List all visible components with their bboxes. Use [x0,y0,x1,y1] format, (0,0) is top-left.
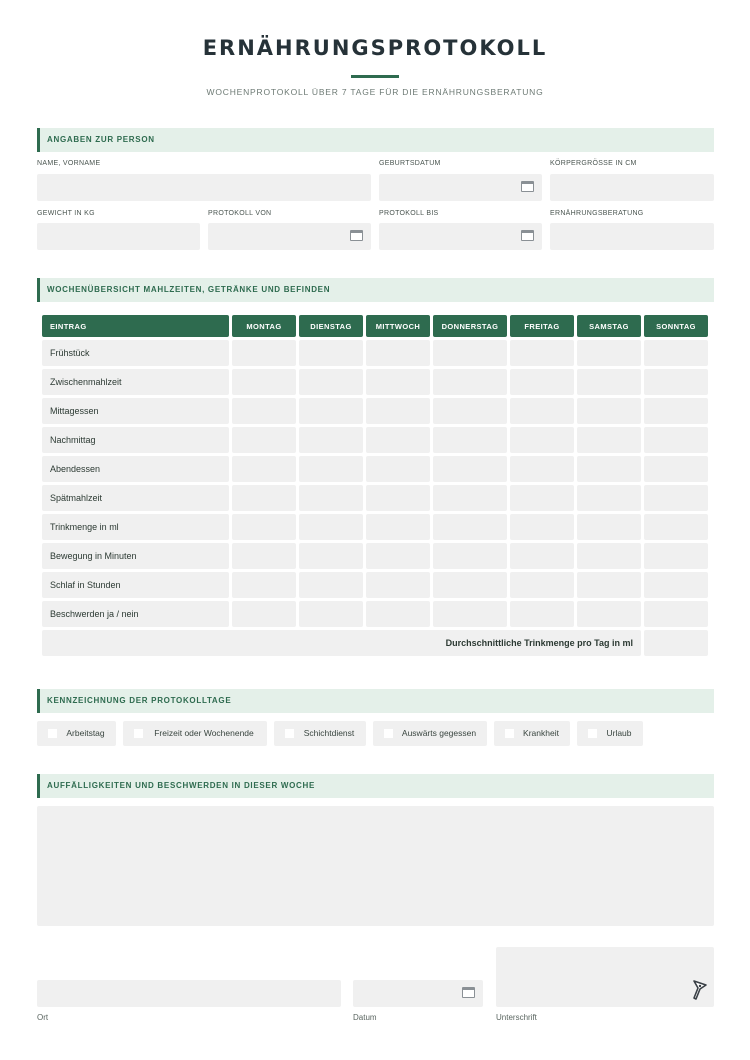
page-subtitle: WOCHENPROTOKOLL ÜBER 7 TAGE FÜR DIE ERNÄHRUNGSBERATUNG [206,87,544,97]
section-notes-heading [37,774,714,798]
day-cell[interactable] [433,514,507,540]
checkbox[interactable] [285,729,294,738]
day-cell[interactable] [366,543,430,569]
table-row [42,398,708,424]
place-label: Ort [37,1013,49,1022]
day-type-option-eating-out[interactable] [373,721,487,746]
day-cell[interactable] [433,398,507,424]
day-cell[interactable] [577,456,641,482]
table-row [42,456,708,482]
checkbox[interactable] [134,729,143,738]
day-cell[interactable] [366,514,430,540]
day-cell[interactable] [232,369,296,395]
day-cell[interactable] [644,456,708,482]
day-cell[interactable] [644,543,708,569]
row-label: Frühstück [42,340,229,366]
day-cell[interactable] [510,601,574,627]
page-title: ERNÄHRUNGSPROTOKOLL [202,36,548,60]
day-cell[interactable] [232,543,296,569]
week-table [39,312,711,659]
day-cell[interactable] [433,601,507,627]
day-cell[interactable] [577,514,641,540]
protocol-to-field[interactable] [379,223,542,250]
notes-textarea[interactable] [37,806,714,926]
day-cell[interactable] [577,340,641,366]
signature-field[interactable] [496,947,714,1007]
day-cell[interactable] [510,514,574,540]
day-cell[interactable] [510,485,574,511]
row-label: Schlaf in Stunden [42,572,229,598]
date-label: Datum [353,1013,377,1022]
column-header-sunday: SONNTAG [644,315,708,337]
option-label: Schichtdienst [303,728,355,738]
day-cell[interactable] [644,340,708,366]
row-label: Nachmittag [42,427,229,453]
name-label: NAME, VORNAME [37,160,101,167]
day-type-option-illness[interactable] [494,721,570,746]
day-cell[interactable] [433,369,507,395]
day-cell[interactable] [644,369,708,395]
table-row [42,514,708,540]
table-row [42,485,708,511]
row-label: Spätmahlzeit [42,485,229,511]
day-cell[interactable] [366,427,430,453]
option-label: Auswärts gegessen [401,728,477,738]
day-cell[interactable] [366,369,430,395]
day-cell[interactable] [366,601,430,627]
day-cell[interactable] [433,456,507,482]
day-cell[interactable] [299,369,363,395]
row-label: Bewegung in Minuten [42,543,229,569]
day-cell[interactable] [366,572,430,598]
date-field[interactable] [353,980,483,1007]
day-type-option-leisure[interactable] [123,721,267,746]
birth-label: GEBURTSDATUM [379,160,441,167]
day-cell[interactable] [433,427,507,453]
day-cell[interactable] [299,427,363,453]
section-person-heading [37,128,714,152]
weight-field[interactable] [37,223,200,250]
day-cell[interactable] [644,398,708,424]
day-cell[interactable] [433,572,507,598]
option-label: Arbeitstag [66,728,105,738]
day-cell[interactable] [299,601,363,627]
day-cell[interactable] [299,340,363,366]
checkbox[interactable] [505,729,514,738]
day-cell[interactable] [510,572,574,598]
day-type-option-vacation[interactable] [577,721,643,746]
weight-label: GEWICHT IN KG [37,210,95,217]
protocol-from-label: PROTOKOLL VON [208,210,272,217]
day-cell[interactable] [366,340,430,366]
day-cell[interactable] [232,340,296,366]
calendar-icon[interactable] [462,987,475,998]
day-cell[interactable] [232,485,296,511]
column-header-entry: EINTRAG [42,315,229,337]
average-value-cell[interactable] [644,630,708,656]
signature-label: Unterschrift [496,1013,537,1022]
day-cell[interactable] [577,601,641,627]
day-cell[interactable] [232,456,296,482]
protocol-from-field[interactable] [208,223,371,250]
day-cell[interactable] [644,601,708,627]
day-cell[interactable] [299,398,363,424]
table-row [42,572,708,598]
day-cell[interactable] [577,427,641,453]
calendar-icon[interactable] [521,181,534,192]
day-cell[interactable] [644,572,708,598]
section-title: WOCHENÜBERSICHT MAHLZEITEN, GETRÄNKE UND BEFINDEN [47,285,331,294]
average-label: Durchschnittliche Trinkmenge pro Tag in ml [42,630,641,656]
column-header-monday: MONTAG [232,315,296,337]
birthdate-field[interactable] [379,174,542,201]
column-header-friday: FREITAG [510,315,574,337]
column-header-thursday: DONNERSTAG [433,315,507,337]
name-field[interactable] [37,174,371,201]
day-type-option-workday[interactable] [37,721,116,746]
title-divider [351,75,399,78]
column-header-saturday: SAMSTAG [577,315,641,337]
day-cell[interactable] [366,485,430,511]
day-cell[interactable] [577,543,641,569]
option-label: Urlaub [606,728,632,738]
day-cell[interactable] [577,369,641,395]
height-label: KÖRPERGRÖSSE IN CM [550,160,637,167]
table-row [42,427,708,453]
day-cell[interactable] [644,427,708,453]
pen-nib-icon [691,979,709,1001]
day-cell[interactable] [577,572,641,598]
advice-label: ERNÄHRUNGSBERATUNG [550,210,644,217]
day-cell[interactable] [510,340,574,366]
day-cell[interactable] [644,485,708,511]
day-cell[interactable] [232,572,296,598]
checkbox[interactable] [384,729,393,738]
option-label: Freizeit oder Wochenende [154,728,254,738]
section-title: KENNZEICHNUNG DER PROTOKOLLTAGE [47,696,232,705]
day-cell[interactable] [433,485,507,511]
calendar-icon[interactable] [350,230,363,241]
average-row [42,630,708,656]
row-label: Zwischenmahlzeit [42,369,229,395]
day-cell[interactable] [510,456,574,482]
protocol-to-label: PROTOKOLL BIS [379,210,439,217]
day-cell[interactable] [366,398,430,424]
row-label: Mittagessen [42,398,229,424]
day-cell[interactable] [577,485,641,511]
day-cell[interactable] [232,398,296,424]
day-cell[interactable] [577,398,641,424]
day-cell[interactable] [232,427,296,453]
section-title: AUFFÄLLIGKEITEN UND BESCHWERDEN IN DIESER WOCHE [47,781,316,790]
table-row [42,601,708,627]
day-cell[interactable] [299,543,363,569]
table-row [42,369,708,395]
column-header-tuesday: DIENSTAG [299,315,363,337]
section-days-heading [37,689,714,713]
day-cell[interactable] [299,514,363,540]
column-header-wednesday: MITTWOCH [366,315,430,337]
section-week-heading [37,278,714,302]
height-field[interactable] [550,174,714,201]
day-cell[interactable] [299,485,363,511]
checkbox[interactable] [48,729,57,738]
day-cell[interactable] [366,456,430,482]
place-field[interactable] [37,980,341,1007]
day-cell[interactable] [510,398,574,424]
table-row [42,340,708,366]
day-cell[interactable] [433,543,507,569]
day-cell[interactable] [232,514,296,540]
day-cell[interactable] [510,427,574,453]
row-label: Beschwerden ja / nein [42,601,229,627]
advice-field[interactable] [550,223,714,250]
row-label: Trinkmenge in ml [42,514,229,540]
day-cell[interactable] [299,456,363,482]
section-title: ANGABEN ZUR PERSON [47,135,155,144]
day-cell[interactable] [644,514,708,540]
row-label: Abendessen [42,456,229,482]
day-cell[interactable] [299,572,363,598]
day-type-option-shift[interactable] [274,721,366,746]
checkbox[interactable] [588,729,597,738]
day-cell[interactable] [433,340,507,366]
calendar-icon[interactable] [521,230,534,241]
day-cell[interactable] [232,601,296,627]
day-cell[interactable] [510,543,574,569]
option-label: Krankheit [523,728,559,738]
table-header-row [42,315,708,337]
table-row [42,543,708,569]
day-cell[interactable] [510,369,574,395]
